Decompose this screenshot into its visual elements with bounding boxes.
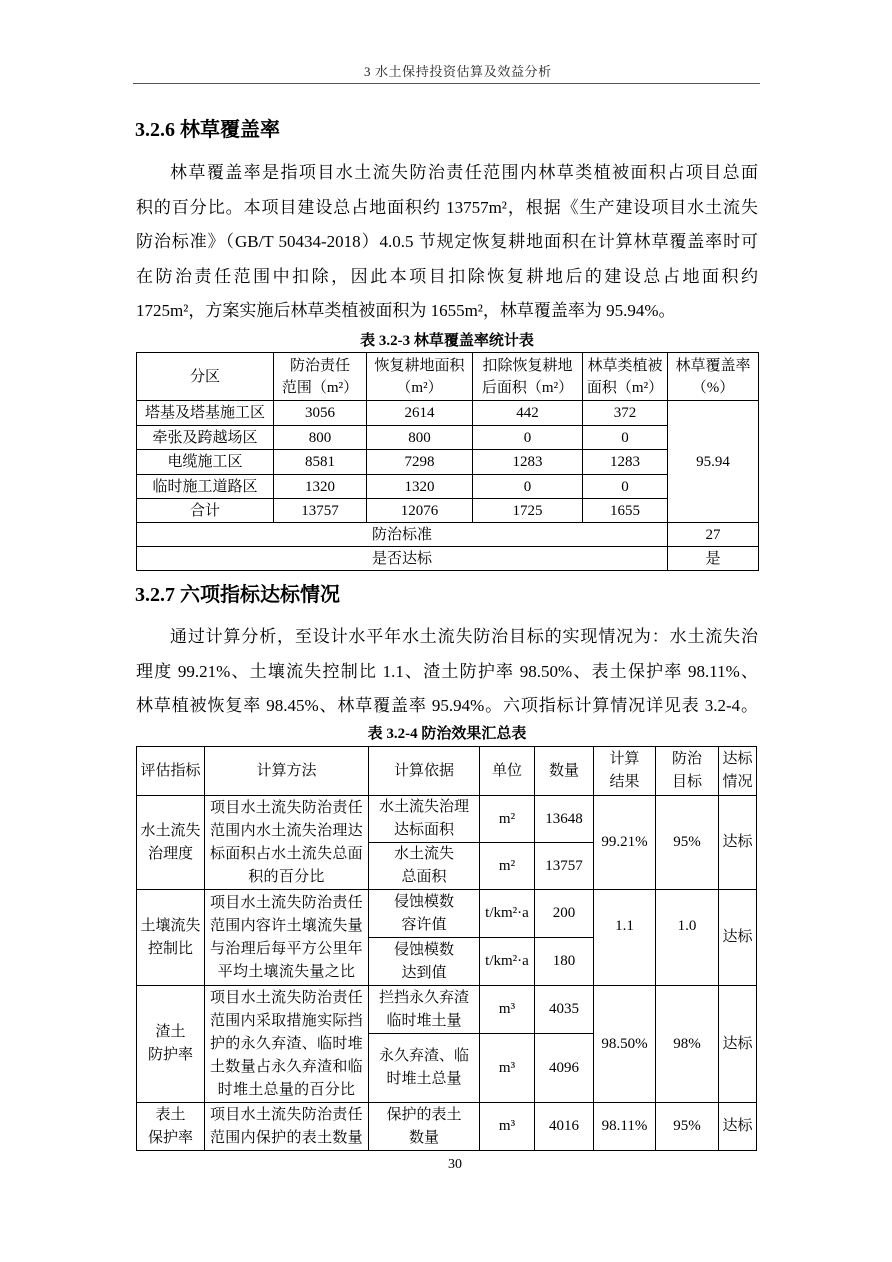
header-cell-coverage-rate: 林草覆盖率 （%） — [668, 353, 759, 401]
quantity-cell: 200 — [535, 890, 594, 938]
header-cell-result: 计算 结果 — [594, 747, 656, 796]
header-cell-quantity: 数量 — [535, 747, 594, 796]
value-cell: 800 — [274, 426, 367, 450]
table-row — [137, 796, 757, 843]
header-cell-vegetation-area: 林草类植被 面积（m²） — [583, 353, 668, 401]
paragraph-line: 林草植被恢复率 98.45%、林草覆盖率 95.94%。六项指标计算情况详见表 3.2-4。 — [136, 696, 758, 715]
method-cell: 项目水土流失防治责任 范围内水土流失治理达 标面积占水土流失总面 积的百分比 — [205, 796, 369, 890]
table-row — [137, 450, 759, 475]
table-header-row — [137, 353, 759, 401]
status-cell: 达标 — [719, 986, 757, 1103]
quantity-cell: 4096 — [535, 1034, 594, 1103]
target-cell: 95% — [656, 1103, 719, 1151]
compliance-label-cell: 是否达标 — [137, 547, 668, 571]
table-caption-3-2-3: 表 3.2-3 林草覆盖率统计表 — [360, 333, 534, 349]
compliance-row — [137, 547, 759, 571]
table-row — [137, 426, 759, 450]
paragraph-line: 通过计算分析，至设计水平年水土流失防治目标的实现情况为：水土流失治 — [170, 627, 758, 646]
header-cell-unit: 单位 — [480, 747, 535, 796]
zone-cell: 临时施工道路区 — [137, 475, 274, 499]
value-cell: 0 — [473, 426, 583, 450]
paragraph-line: 防治标准》（GB/T 50434-2018）4.0.5 节规定恢复耕地面积在计算林草覆盖率时可 — [136, 232, 758, 251]
paragraph-line: 林草覆盖率是指项目水土流失防治责任范围内林草类植被面积占项目总面 — [170, 163, 758, 182]
value-cell: 1655 — [583, 499, 668, 523]
method-cell: 项目水土流失防治责任 范围内保护的表土数量 — [205, 1103, 369, 1151]
value-cell: 7298 — [367, 450, 473, 475]
value-cell: 442 — [473, 401, 583, 426]
quantity-cell: 180 — [535, 938, 594, 986]
target-cell: 1.0 — [656, 890, 719, 986]
quantity-cell: 4016 — [535, 1103, 594, 1151]
basis-cell: 保护的表土 数量 — [369, 1103, 480, 1151]
paragraph-line: 1725m²，方案实施后林草类植被面积为 1655m²，林草覆盖率为 95.94%。 — [136, 301, 676, 320]
basis-cell: 永久弃渣、临 时堆土总量 — [369, 1034, 480, 1103]
indicator-name-cell: 水土流失 治理度 — [137, 796, 205, 890]
indicator-name-cell: 渣土 防护率 — [137, 986, 205, 1103]
coverage-rate-cell: 95.94 — [668, 401, 759, 523]
unit-cell: m³ — [480, 1034, 535, 1103]
zone-cell: 塔基及塔基施工区 — [137, 401, 274, 426]
status-cell: 达标 — [719, 890, 757, 986]
basis-cell: 拦挡永久弃渣 临时堆土量 — [369, 986, 480, 1034]
table-row — [137, 475, 759, 499]
header-cell-indicator: 评估指标 — [137, 747, 205, 796]
standard-value-cell: 27 — [668, 523, 759, 547]
value-cell: 1283 — [583, 450, 668, 475]
basis-cell: 侵蚀模数 容许值 — [369, 890, 480, 938]
paragraph-line: 积的百分比。本项目建设总占地面积约 13757m²，根据《生产建设项目水土流失 — [136, 197, 758, 217]
basis-cell: 侵蚀模数 达到值 — [369, 938, 480, 986]
method-cell: 项目水土流失防治责任 范围内采取措施实际挡 护的永久弃渣、临时堆 土数量占永久弃渣和临 时堆土总量的百分比 — [205, 986, 369, 1103]
quantity-cell: 4035 — [535, 986, 594, 1034]
header-cell-basis: 计算依据 — [369, 747, 480, 796]
standard-label-cell: 防治标准 — [137, 523, 668, 547]
indicator-name-cell: 土壤流失 控制比 — [137, 890, 205, 986]
value-cell: 800 — [367, 426, 473, 450]
paragraph-3-2-7 — [136, 620, 758, 724]
quantity-cell: 13757 — [535, 843, 594, 890]
table-caption-3-2-4: 表 3.2-4 防治效果汇总表 — [367, 726, 527, 742]
unit-cell: m³ — [480, 1103, 535, 1151]
value-cell: 13757 — [274, 499, 367, 523]
status-cell: 达标 — [719, 796, 757, 890]
quantity-cell: 13648 — [535, 796, 594, 843]
indicator-name-cell: 表土 保护率 — [137, 1103, 205, 1151]
header-rule — [133, 83, 760, 84]
unit-cell: m² — [480, 796, 535, 843]
paragraph-line: 在防治责任范围中扣除，因此本项目扣除恢复耕地后的建设总占地面积约 — [136, 266, 758, 286]
table-row — [137, 401, 759, 426]
prevention-effect-summary-table — [136, 746, 757, 1151]
unit-cell: m³ — [480, 986, 535, 1034]
running-header: 3 水土保持投资估算及效益分析 — [364, 64, 552, 79]
value-cell: 12076 — [367, 499, 473, 523]
target-cell: 98% — [656, 986, 719, 1103]
unit-cell: t/km²·a — [480, 938, 535, 986]
value-cell: 0 — [583, 426, 668, 450]
value-cell: 2614 — [367, 401, 473, 426]
result-cell: 99.21% — [594, 796, 656, 890]
value-cell: 0 — [473, 475, 583, 499]
section-heading-3-2-7: 3.2.7 六项指标达标情况 — [135, 584, 340, 606]
paragraph-line: 理度 99.21%、土壤流失控制比 1.1、渣土防护率 98.50%、表土保护率 98.11%、 — [136, 661, 758, 681]
standard-row — [137, 523, 759, 547]
target-cell: 95% — [656, 796, 719, 890]
value-cell: 8581 — [274, 450, 367, 475]
table-row — [137, 890, 757, 938]
method-cell: 项目水土流失防治责任 范围内容许土壤流失量 与治理后每平方公里年 平均土壤流失量之比 — [205, 890, 369, 986]
table-row — [137, 1103, 757, 1151]
unit-cell: t/km²·a — [480, 890, 535, 938]
page-number: 30 — [448, 1157, 462, 1172]
value-cell: 1320 — [274, 475, 367, 499]
paragraph-3-2-6 — [136, 156, 758, 329]
value-cell: 372 — [583, 401, 668, 426]
coverage-statistics-table — [136, 352, 759, 571]
header-cell-zone: 分区 — [137, 353, 274, 401]
header-cell-responsibility-area: 防治责任 范围（m²） — [274, 353, 367, 401]
header-cell-target: 防治 目标 — [656, 747, 719, 796]
section-heading-3-2-6: 3.2.6 林草覆盖率 — [135, 119, 280, 141]
value-cell: 1283 — [473, 450, 583, 475]
result-cell: 98.11% — [594, 1103, 656, 1151]
value-cell: 0 — [583, 475, 668, 499]
table-header-row — [137, 747, 757, 796]
header-cell-restored-farmland: 恢复耕地面积 （m²） — [367, 353, 473, 401]
zone-cell: 电缆施工区 — [137, 450, 274, 475]
result-cell: 1.1 — [594, 890, 656, 986]
table-total-row — [137, 499, 759, 523]
value-cell: 1725 — [473, 499, 583, 523]
basis-cell: 水土流失 总面积 — [369, 843, 480, 890]
header-cell-area-after-deduction: 扣除恢复耕地 后面积（m²） — [473, 353, 583, 401]
unit-cell: m² — [480, 843, 535, 890]
basis-cell: 水土流失治理 达标面积 — [369, 796, 480, 843]
value-cell: 1320 — [367, 475, 473, 499]
result-cell: 98.50% — [594, 986, 656, 1103]
table-row — [137, 986, 757, 1034]
zone-cell: 合计 — [137, 499, 274, 523]
compliance-value-cell: 是 — [668, 547, 759, 571]
zone-cell: 牵张及跨越场区 — [137, 426, 274, 450]
header-cell-status: 达标 情况 — [719, 747, 757, 796]
value-cell: 3056 — [274, 401, 367, 426]
status-cell: 达标 — [719, 1103, 757, 1151]
header-cell-method: 计算方法 — [205, 747, 369, 796]
